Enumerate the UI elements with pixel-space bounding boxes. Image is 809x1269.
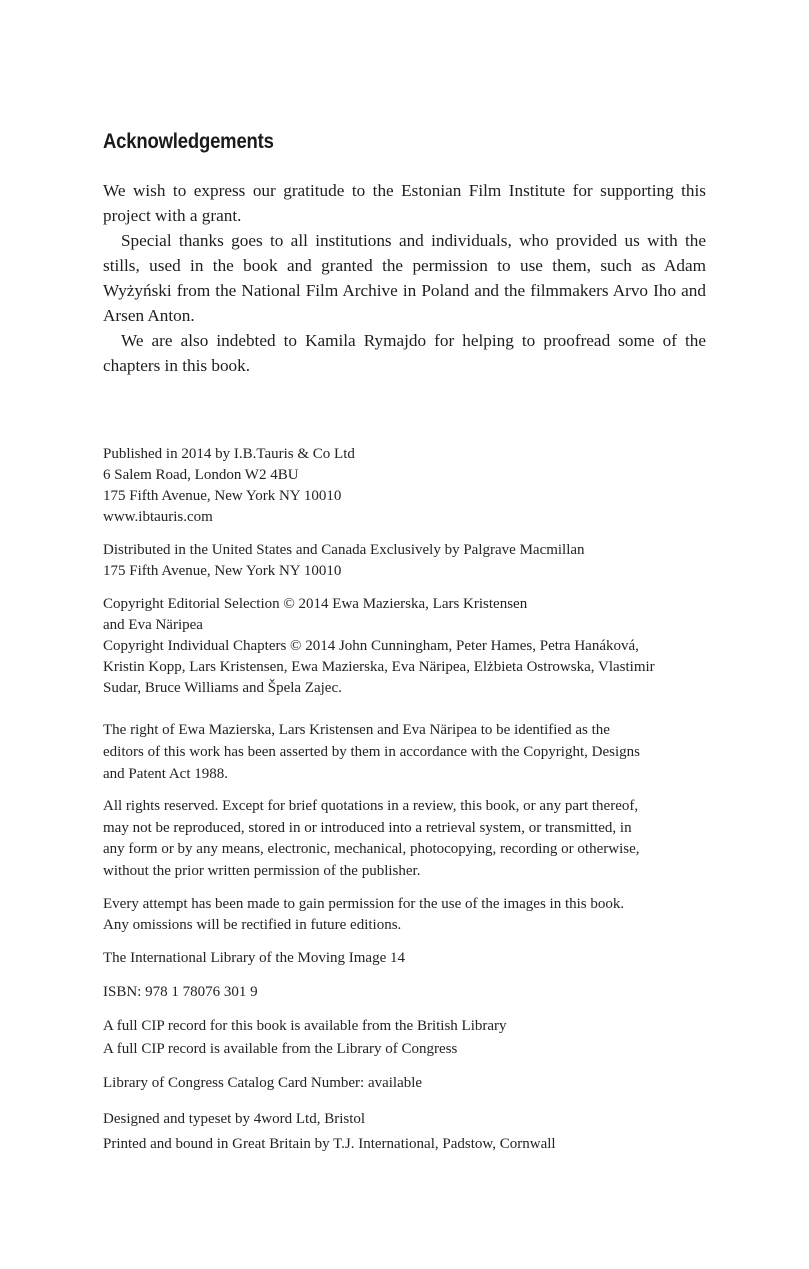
publisher-address-london: 6 Salem Road, London W2 4BU <box>103 467 299 483</box>
distribution-address: 175 Fifth Avenue, New York NY 10010 <box>103 563 342 579</box>
copyright-line: Copyright Editorial Selection © 2014 Ewa Mazierska, Lars Kristensen <box>103 596 528 612</box>
publisher-line: Published in 2014 by I.B.Tauris & Co Ltd <box>103 446 355 462</box>
distribution-line: Distributed in the United States and Canada Exclusively by Palgrave Macmillan <box>103 542 585 558</box>
cip-block <box>103 1015 507 1061</box>
cip-line: A full CIP record is available from the Library of Congress <box>103 1041 458 1057</box>
publisher-address-newyork: 175 Fifth Avenue, New York NY 10010 <box>103 488 342 504</box>
series-line: The International Library of the Moving Image 14 <box>103 950 405 966</box>
design-print-block <box>103 1107 556 1157</box>
copyright-line: Sudar, Bruce Williams and Špela Zajec. <box>103 680 342 696</box>
ack-paragraph-2: Special thanks goes to all institutions and individuals, who provided us with the stills, used in the book and granted the permission to use them, such as Adam Wyżyński from the National Film Archive in Poland and the filmmakers Arvo Iho and Arsen Anton. <box>103 231 706 325</box>
publisher-block <box>103 444 355 528</box>
moral-rights-line: and Patent Act 1988. <box>103 766 228 782</box>
moral-rights-line: The right of Ewa Mazierska, Lars Kristensen and Eva Näripea to be identified as the <box>103 722 610 738</box>
all-rights-line: any form or by any means, electronic, mechanical, photocopying, recording or otherwise, <box>103 841 640 857</box>
images-notice-line: Every attempt has been made to gain permission for the use of the images in this book. <box>103 896 625 912</box>
all-rights-line: may not be reproduced, stored in or introduced into a retrieval system, or transmitted, in <box>103 819 632 836</box>
ack-paragraph-1: We wish to express our gratitude to the Estonian Film Institute for supporting this project with a grant. <box>103 181 706 225</box>
copyright-line: and Eva Näripea <box>103 617 203 633</box>
loc-catalog-block <box>103 1073 422 1094</box>
acknowledgements-heading: Acknowledgements <box>103 130 274 153</box>
all-rights-block <box>103 796 639 882</box>
all-rights-line: without the prior written permission of the publisher. <box>103 862 421 879</box>
copyright-block <box>103 594 655 699</box>
moral-rights-block <box>103 719 640 785</box>
moral-rights-line: editors of this work has been asserted by them in accordance with the Copyright, Designs <box>103 744 640 760</box>
copyright-line: Copyright Individual Chapters © 2014 John Cunningham, Peter Hames, Petra Hanáková, <box>103 638 639 654</box>
publisher-website: www.ibtauris.com <box>103 509 213 525</box>
ack-paragraph-3: We are also indebted to Kamila Rymajdo for helping to proofread some of the chapters in this book. <box>103 331 706 375</box>
isbn-line: ISBN: 978 1 78076 301 9 <box>103 984 258 1000</box>
images-notice-block <box>103 894 624 936</box>
series-block <box>103 948 405 969</box>
loc-catalog-line: Library of Congress Catalog Card Number: available <box>103 1075 423 1091</box>
cip-line: A full CIP record for this book is available from the British Library <box>103 1018 507 1034</box>
images-notice-line: Any omissions will be rectified in future editions. <box>103 917 402 933</box>
all-rights-line: All rights reserved. Except for brief quotations in a review, this book, or any part thereof, <box>103 798 639 814</box>
design-line: Designed and typeset by 4word Ltd, Bristol <box>103 1111 366 1127</box>
copyright-line: Kristin Kopp, Lars Kristensen, Ewa Mazierska, Eva Näripea, Elżbieta Ostrowska, Vlastimir <box>103 659 655 675</box>
distribution-block <box>103 540 585 582</box>
acknowledgements-section <box>103 126 706 378</box>
isbn-block <box>103 982 258 1003</box>
print-line: Printed and bound in Great Britain by T.J. International, Padstow, Cornwall <box>103 1136 556 1152</box>
